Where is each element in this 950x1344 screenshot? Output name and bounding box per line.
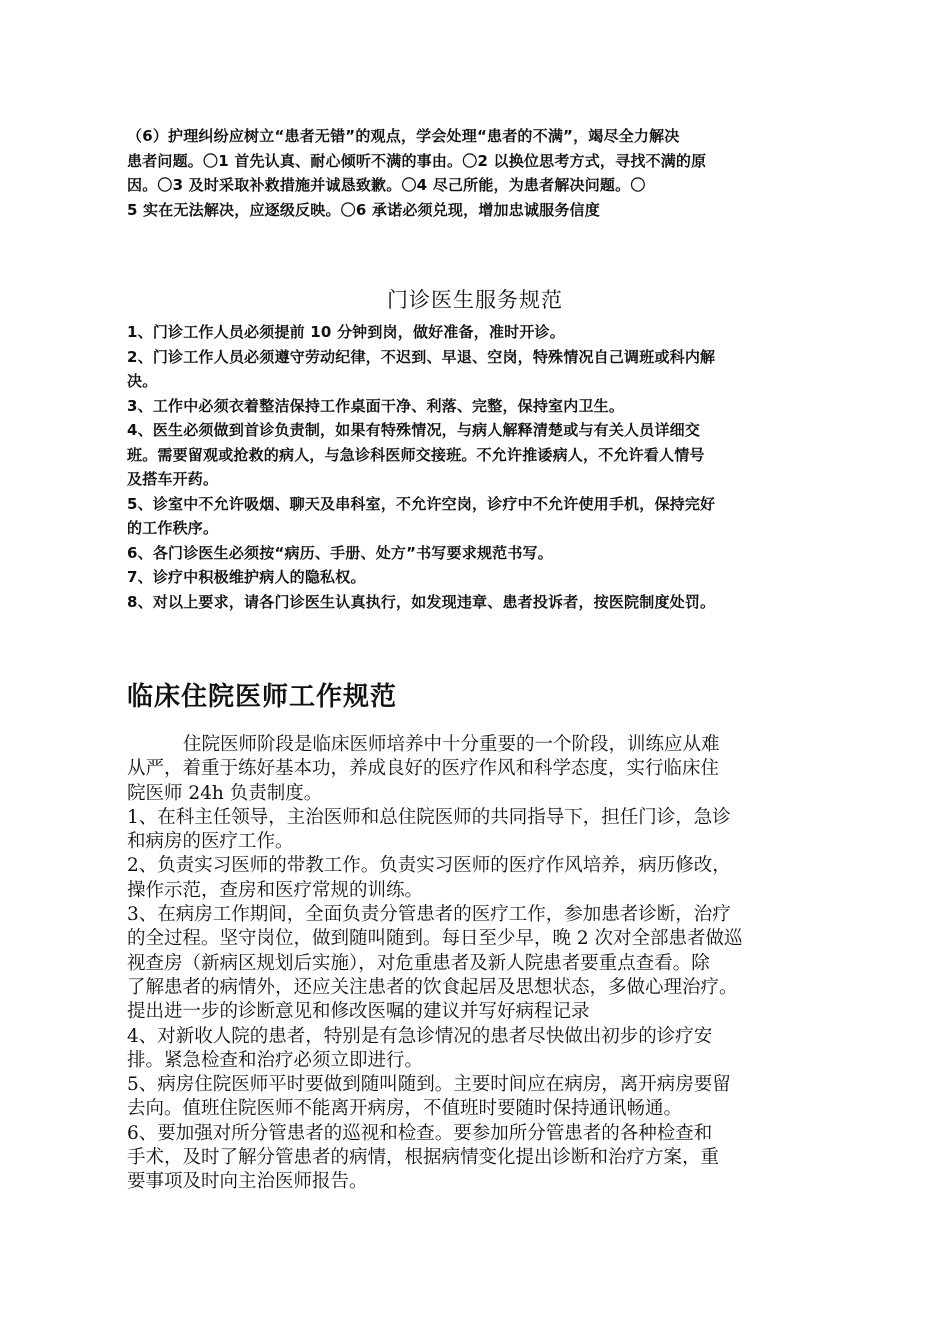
section-title-resident: 临床住院医师工作规范 — [127, 682, 398, 712]
text-line: 4、对新收人院的患者，特别是有急诊情况的患者尽快做出初步的诊疗安 — [127, 1025, 713, 1047]
text-line: 排。紧急检查和治疗必须立即进行。 — [127, 1049, 424, 1071]
text-line: 和病房的医疗工作。 — [127, 831, 294, 853]
section-title-outpatient: 门诊医生服务规范 — [387, 288, 563, 312]
outpatient-rules-list — [127, 320, 833, 614]
text-line: 1、在科主任领导，主治医师和总住院医师的共同指导下，担任门诊，急诊 — [127, 806, 731, 828]
text-line: 5、诊室中不允许吸烟、聊天及串科室，不允许空岗，诊疗中不允许使用手机，保持完好 — [127, 494, 716, 513]
resident-rules-body — [127, 733, 829, 1195]
text-line: 5、病房住院医师平时要做到随叫随到。主要时间应在病房，离开病房要留 — [127, 1074, 731, 1096]
text-line: 8、对以上要求，请各门诊医生认真执行，如发现违章、患者投诉者，按医院制度处罚。 — [127, 592, 716, 611]
text-line: 决。 — [127, 372, 158, 390]
text-line: 提出进一步的诊断意见和修改医嘱的建议并写好病程记录 — [127, 1001, 590, 1023]
text-line: 3、在病房工作期间，全面负责分管患者的医疗工作，参加患者诊断，治疗 — [127, 904, 731, 926]
text-line: 6、各门诊医生必须按“病历、手册、处方”书写要求规范书写。 — [127, 543, 553, 562]
text-line: 班。需要留观或抢救的病人，与急诊科医师交接班。不允许推诿病人，不允许看人情号 — [127, 445, 705, 464]
text-line: 7、诊疗中积极维护病人的隐私权。 — [127, 568, 366, 586]
text-line: 4、医生必须做到首诊负责制，如果有特殊情况，与病人解释清楚或与有关人员详细交 — [127, 421, 701, 439]
text-line: 的工作秩序。 — [127, 519, 219, 537]
text-line: 的全过程。坚守岗位，做到随叫随到。每日至少早，晚 2 次对全部患者做巡 — [127, 928, 743, 950]
text-line: 2、门诊工作人员必须遵守劳动纪律，不迟到、早退、空岗，特殊情况自己调班或科内解 — [127, 347, 716, 366]
text-line: 要事项及时向主治医师报告。 — [127, 1171, 368, 1193]
nursing-dispute-paragraph — [127, 124, 833, 222]
text-line: 2、负责实习医师的带教工作。负责实习医师的医疗作风培养，病历修改， — [127, 855, 731, 877]
text-line: 3、工作中必须衣着整洁保持工作桌面干净、利落、完整，保持室内卫生。 — [127, 396, 625, 415]
text-line: （6）护理纠纷应树立“患者无错”的观点，学会处理“患者的不满”，竭尽全力解决 — [127, 127, 680, 145]
text-line: 住院医师阶段是临床医师培养中十分重要的一个阶段，训练应从难 — [183, 734, 720, 755]
text-line: 视查房（新病区规划后实施），对危重患者及新人院患者要重点查看。除 — [127, 952, 710, 974]
text-line: 及搭车开药。 — [127, 470, 219, 488]
text-line: 6、要加强对所分管患者的巡视和检查。要参加所分管患者的各种检查和 — [127, 1122, 713, 1144]
text-line: 1、门诊工作人员必须提前 10 分钟到岗，做好准备，准时开诊。 — [127, 323, 565, 341]
text-line: 5 实在无法解决，应逐级反映。〇6 承诺必须兑现，增加忠诚服务信度 — [127, 200, 600, 219]
text-line: 操作示范，查房和医疗常规的训练。 — [127, 879, 424, 901]
text-line: 从严，着重于练好基本功，养成良好的医疗作风和科学态度，实行临床住 — [127, 758, 720, 780]
text-line: 患者问题。〇1 首先认真、耐心倾听不满的事由。〇2 以换位思考方式，寻找不满的原 — [127, 151, 707, 170]
text-line: 了解患者的病情外，还应关注患者的饮食起居及思想状态，多做心理治疗。 — [127, 976, 738, 998]
text-line: 因。〇3 及时采取补救措施并诚恳致歉。〇4 尽己所能，为患者解决问题。〇 — [127, 176, 646, 194]
text-line: 去向。值班住院医师不能离开病房，不值班时要随时保持通讯畅通。 — [127, 1098, 683, 1120]
text-line: 手术，及时了解分管患者的病情，根据病情变化提出诊断和治疗方案，重 — [127, 1147, 720, 1169]
text-line: 院医师 24h 负责制度。 — [127, 782, 323, 804]
